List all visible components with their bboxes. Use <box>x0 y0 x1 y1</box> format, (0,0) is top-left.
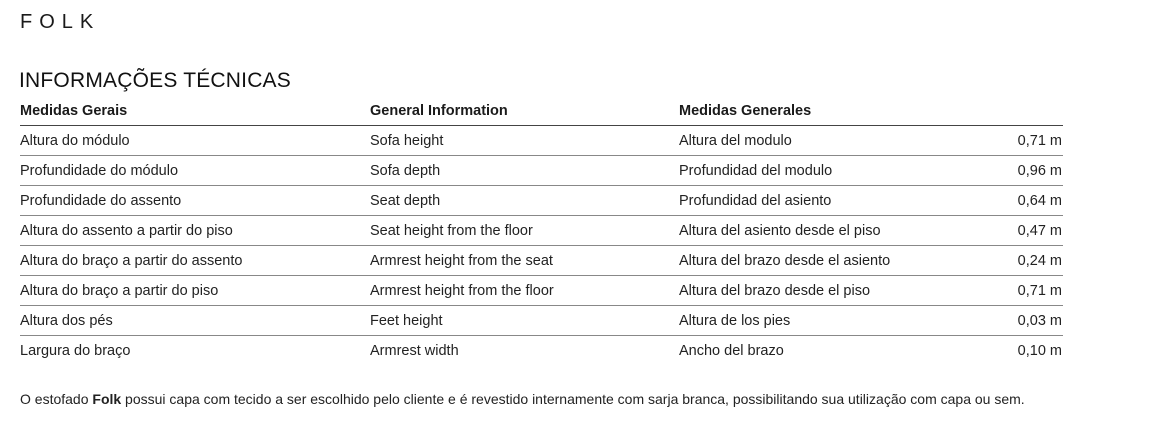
table-row <box>20 186 1063 216</box>
cell-value: 0,10 m <box>1017 342 1062 359</box>
cell-en: Sofa depth <box>370 156 679 186</box>
note-prefix: O estofado <box>20 391 93 407</box>
table-header-row <box>20 96 1063 126</box>
table-row <box>20 336 1063 366</box>
cell-pt: Altura dos pés <box>20 306 370 336</box>
cell-pt: Profundidade do assento <box>20 186 370 216</box>
table-body <box>20 126 1063 366</box>
description-note <box>20 391 1025 407</box>
cell-en: Seat depth <box>370 186 679 216</box>
spec-table <box>20 96 1063 365</box>
cell-value: 0,03 m <box>979 306 1063 336</box>
header-value <box>979 96 1063 126</box>
cell-value: 0,96 m <box>979 156 1063 186</box>
table-row <box>20 246 1063 276</box>
cell-value: 0,47 m <box>979 216 1063 246</box>
cell-en: Seat height from the floor <box>370 216 679 246</box>
header-pt: Medidas Gerais <box>20 96 370 126</box>
cell-en: Sofa height <box>370 126 679 156</box>
cell-es: Profundidad del modulo <box>679 156 979 186</box>
cell-es: Profundidad del asiento <box>679 186 979 216</box>
note-product-name: Folk <box>92 391 122 407</box>
table-row <box>20 306 1063 336</box>
header-es: Medidas Generales <box>679 96 979 126</box>
table-row <box>20 216 1063 246</box>
cell-pt: Altura do braço a partir do assento <box>20 246 370 276</box>
cell-es: Altura del asiento desde el piso <box>679 216 979 246</box>
cell-pt: Altura do assento a partir do piso <box>20 216 370 246</box>
note-suffix: possui capa com tecido a ser escolhido pelo cliente e é revestido internamente com sarja branca, possibilitando sua utilização com capa ou sem. <box>121 391 1025 407</box>
section-title: INFORMAÇÕES TÉCNICAS <box>19 69 291 92</box>
cell-en: Armrest width <box>370 342 459 359</box>
cell-value: 0,71 m <box>979 276 1063 306</box>
cell-en: Feet height <box>370 306 679 336</box>
cell-es: Altura del brazo desde el asiento <box>679 246 979 276</box>
cell-es: Altura del brazo desde el piso <box>679 276 979 306</box>
table-row <box>20 126 1063 156</box>
cell-es: Altura de los pies <box>679 306 979 336</box>
cell-pt: Largura do braço <box>20 342 131 359</box>
cell-pt: Altura do módulo <box>20 126 370 156</box>
cell-pt: Profundidade do módulo <box>20 156 370 186</box>
table-row <box>20 156 1063 186</box>
cell-value: 0,64 m <box>979 186 1063 216</box>
cell-es: Ancho del brazo <box>679 342 784 359</box>
cell-es: Altura del modulo <box>679 126 979 156</box>
cell-pt: Altura do braço a partir do piso <box>20 276 370 306</box>
brand-title: FOLK <box>20 11 101 33</box>
cell-value: 0,71 m <box>979 126 1063 156</box>
cell-en: Armrest height from the floor <box>370 276 679 306</box>
table-row <box>20 276 1063 306</box>
cell-en: Armrest height from the seat <box>370 246 679 276</box>
header-en: General Information <box>370 96 679 126</box>
cell-value: 0,24 m <box>979 246 1063 276</box>
